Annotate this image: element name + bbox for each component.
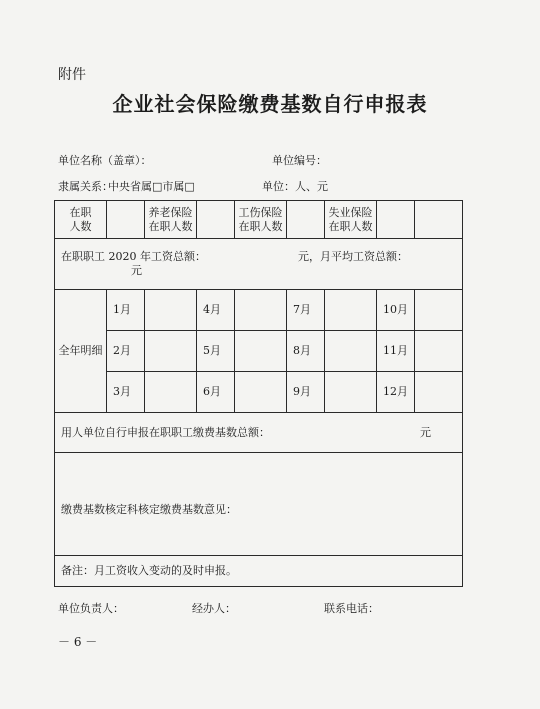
month-label: 4月 xyxy=(197,290,235,331)
month-value[interactable] xyxy=(325,290,377,331)
month-row-2 xyxy=(55,331,463,372)
month-value[interactable] xyxy=(145,331,197,372)
declared-base-label: 用人单位自行申报在职职工缴费基数总额： xyxy=(61,425,270,439)
employees-value[interactable] xyxy=(107,201,145,239)
attachment-label: 附件 xyxy=(58,67,86,83)
pension-value[interactable] xyxy=(197,201,235,239)
headcount-blank xyxy=(415,201,463,239)
pension-label: 养老保险在职人数 xyxy=(145,201,197,239)
month-value[interactable] xyxy=(325,372,377,413)
form-title: 企业社会保险缴费基数自行申报表 xyxy=(112,92,428,116)
month-value[interactable] xyxy=(415,331,463,372)
month-label: 10月 xyxy=(377,290,415,331)
total-wage-cell[interactable] xyxy=(55,239,463,290)
month-value[interactable] xyxy=(415,290,463,331)
month-value[interactable] xyxy=(145,372,197,413)
month-label: 7月 xyxy=(287,290,325,331)
unit-name-label: 单位名称（盖章）： xyxy=(58,154,152,167)
month-value[interactable] xyxy=(235,290,287,331)
declared-base-cell[interactable] xyxy=(55,413,463,453)
month-label: 3月 xyxy=(107,372,145,413)
unemployment-value[interactable] xyxy=(377,201,415,239)
injury-value[interactable] xyxy=(287,201,325,239)
review-opinion-cell[interactable] xyxy=(55,453,463,556)
month-label: 8月 xyxy=(287,331,325,372)
unit-head-label: 单位负责人： xyxy=(58,602,124,615)
injury-label: 工伤保险在职人数 xyxy=(235,201,287,239)
affiliation-label: 隶属关系： xyxy=(58,180,113,193)
unemployment-label: 失业保险在职人数 xyxy=(325,201,377,239)
month-label: 5月 xyxy=(197,331,235,372)
affiliation-options: 中央省属□市属□ xyxy=(108,180,195,193)
unit-code-label: 单位编号： xyxy=(272,154,327,167)
total-wage-label: 在职职工 2020 年工资总额： xyxy=(61,250,206,263)
month-row-1 xyxy=(55,290,463,331)
declared-base-unit: 元 xyxy=(420,425,431,439)
month-label: 6月 xyxy=(197,372,235,413)
review-opinion-label: 缴费基数核定科核定缴费基数意见： xyxy=(61,503,237,516)
month-value[interactable] xyxy=(235,372,287,413)
month-label: 2月 xyxy=(107,331,145,372)
month-value[interactable] xyxy=(145,290,197,331)
month-row-3 xyxy=(55,372,463,413)
remark-cell: 备注：月工资收入变动的及时申报。 xyxy=(55,556,463,587)
review-opinion-row xyxy=(55,453,463,556)
employees-label: 在职人数 xyxy=(55,201,107,239)
month-label: 11月 xyxy=(377,331,415,372)
remark-row xyxy=(55,556,463,587)
month-label: 9月 xyxy=(287,372,325,413)
total-wage-row xyxy=(55,239,463,290)
month-value[interactable] xyxy=(325,331,377,372)
page-number: － 6 － xyxy=(58,635,98,649)
monthly-detail-label: 全年明细 xyxy=(55,290,107,413)
handler-label: 经办人： xyxy=(192,602,236,615)
month-label: 12月 xyxy=(377,372,415,413)
month-value[interactable] xyxy=(235,331,287,372)
unit-measure-label: 单位：人、元 xyxy=(262,180,328,193)
headcount-row xyxy=(55,201,463,239)
declared-base-row xyxy=(55,413,463,453)
month-label: 1月 xyxy=(107,290,145,331)
avg-wage-unit: 元 xyxy=(131,264,142,277)
declaration-table xyxy=(54,200,463,587)
avg-wage-label: 元，月平均工资总额： xyxy=(298,250,408,263)
month-value[interactable] xyxy=(415,372,463,413)
phone-label: 联系电话： xyxy=(324,602,379,615)
